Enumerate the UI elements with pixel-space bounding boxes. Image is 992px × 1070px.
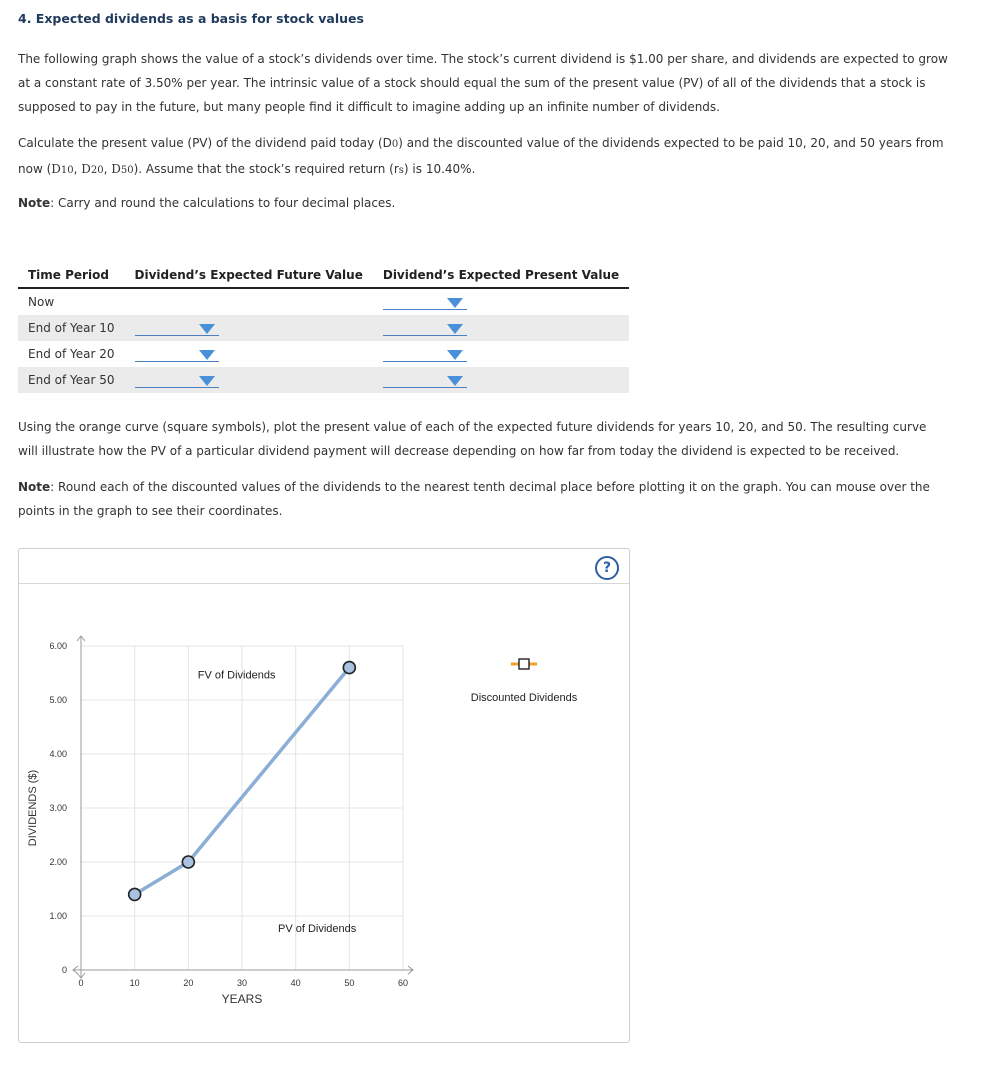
graph-panel [18, 548, 630, 1043]
x-tick-label: 50 [344, 978, 355, 988]
table-row [18, 288, 629, 315]
pv-cell [373, 341, 629, 367]
y-tick-label: 1.00 [49, 911, 67, 921]
fv-dropdown-year-10[interactable] [135, 321, 219, 336]
y-axis-label: DIVIDENDS ($) [27, 769, 39, 847]
note-rounding-plot: Note: Round each of the discounted values of the dividends to the nearest tenth decimal place before plotting it on the graph. You can mouse over the points in the graph to see their coordinates. [18, 480, 930, 518]
dropdown-arrow-icon [447, 324, 463, 334]
header-present-value: Dividend’s Expected Present Value [373, 263, 629, 288]
dropdown-arrow-icon [447, 376, 463, 386]
dropdown-arrow-icon [199, 350, 215, 360]
y-tick-label: 6.00 [49, 641, 67, 651]
pv-cell [373, 288, 629, 315]
y-tick-label: 0 [61, 965, 67, 975]
pv-dropdown-year-50[interactable] [383, 373, 467, 388]
calculate-paragraph: Calculate the present value (PV) of the dividend paid today (D0) and the discounted value of the dividends expected to be paid 10, 20, and 50 years from now (D10, D20, D50). Assume that the stock’s required return (rs) is 10.40%. [18, 136, 944, 176]
fv-cell [125, 367, 373, 393]
period-cell: End of Year 10 [18, 315, 125, 341]
period-cell: End of Year 20 [28, 347, 115, 361]
table-row [18, 341, 629, 367]
dividend-table [18, 263, 629, 393]
x-tick-label: 30 [236, 978, 248, 988]
help-icon[interactable]: ? [595, 556, 619, 580]
legend-label: Discounted Dividends [470, 692, 578, 704]
x-tick-label: 10 [129, 978, 140, 988]
fv-data-point[interactable] [343, 662, 355, 674]
dropdown-arrow-icon [447, 350, 463, 360]
x-tick-label: 20 [183, 978, 194, 988]
graph-toolbar [19, 549, 629, 584]
x-tick-label: 60 [397, 978, 409, 988]
header-future-value: Dividend’s Expected Future Value [125, 263, 373, 288]
dividends-chart[interactable] [19, 585, 627, 1041]
chart-annotation: FV of Dividends [197, 669, 276, 682]
dropdown-arrow-icon [199, 324, 215, 334]
y-tick-label: 4.00 [49, 749, 67, 759]
fv-cell [125, 341, 373, 367]
pv-dropdown-year-10[interactable] [383, 321, 467, 336]
x-tick-label: 0 [78, 978, 84, 988]
chart-annotation: PV of Dividends [278, 923, 357, 936]
fv-dropdown-year-50[interactable] [135, 373, 219, 388]
plot-instructions: Using the orange curve (square symbols), plot the present value of each of the expected future dividends for years 10, 20, and 50. The resulting curve will illustrate how the PV of a particular dividend payment will decrease depending on how far from today the dividend is expected to be received. [18, 420, 927, 458]
pv-cell [373, 315, 629, 341]
fv-data-point[interactable] [182, 856, 194, 868]
pv-dropdown-now[interactable] [383, 295, 467, 310]
square-marker-icon[interactable] [519, 659, 529, 669]
intro-paragraph: The following graph shows the value of a stock’s dividends over time. The stock’s current dividend is $1.00 per share, and dividends are expected to grow at a constant rate of 3.50% per year. The intrinsic value of a stock should equal the sum of the present value (PV) of all of the dividends that a stock is supposed to pay in the future, but many people find it difficult to imagine adding up an infinite number of dividends. [18, 52, 948, 114]
fv-cell [125, 315, 373, 341]
period-cell: Now [28, 295, 55, 309]
x-tick-label: 40 [290, 978, 301, 988]
fv-data-point[interactable] [129, 888, 141, 900]
fv-cell [125, 288, 373, 315]
pv-cell [373, 367, 629, 393]
note-rounding-calculations: Note: Carry and round the calculations to four decimal places. [18, 196, 396, 210]
fv-dropdown-year-20[interactable] [135, 347, 219, 362]
dropdown-arrow-icon [199, 376, 215, 386]
question-title: 4. Expected dividends as a basis for stock values [18, 11, 364, 26]
period-cell: End of Year 50 [18, 367, 125, 393]
x-axis-label: YEARS [221, 992, 263, 1006]
y-tick-label: 2.00 [49, 857, 67, 867]
y-tick-label: 3.00 [49, 803, 67, 813]
dropdown-arrow-icon [447, 298, 463, 308]
table-row [18, 315, 629, 341]
pv-dropdown-year-20[interactable] [383, 347, 467, 362]
header-time-period: Time Period [18, 263, 125, 288]
y-tick-label: 5.00 [49, 695, 67, 705]
table-row [18, 367, 629, 393]
